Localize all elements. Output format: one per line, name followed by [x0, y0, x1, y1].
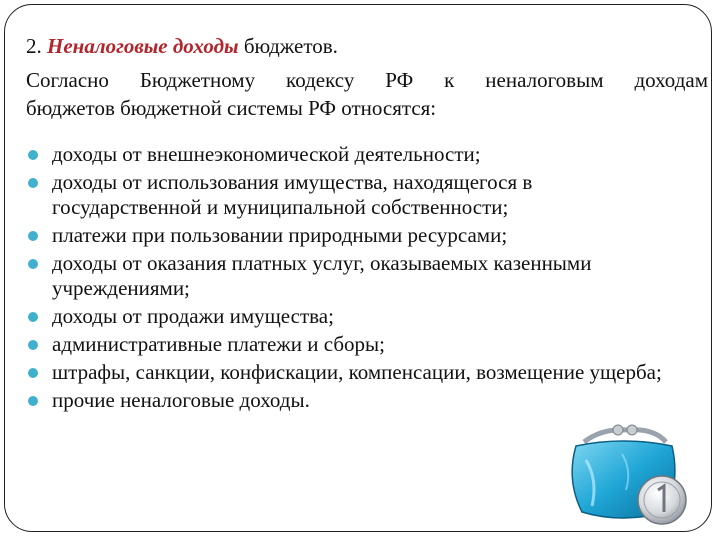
list-item-text: штрафы, санкции, конфискации, компенсации, возмещение ущерба; [52, 360, 662, 384]
list-item [26, 304, 666, 329]
intro-line-1: Согласно Бюджетному кодексу РФ к неналоговым доходам [26, 68, 708, 92]
list-item [26, 251, 666, 301]
bullet-icon [28, 396, 38, 406]
list-item [26, 142, 666, 167]
bullet-icon [28, 178, 38, 188]
list-item [26, 388, 666, 413]
slide-content [26, 32, 708, 416]
list-item [26, 223, 666, 248]
list-item [26, 170, 666, 220]
list-item-text: доходы от использования имущества, находящегося в государственной и муниципальной собственности; [52, 170, 533, 219]
list-item-text: прочие неналоговые доходы. [52, 388, 310, 412]
bullet-icon [28, 259, 38, 269]
purse-illustration [562, 420, 692, 530]
list-item [26, 360, 666, 385]
list-item-text: доходы от внешнеэкономической деятельности; [52, 142, 481, 166]
list-item-text: платежи при пользовании природными ресурсами; [52, 223, 508, 247]
list-item-text: доходы от продажи имущества; [52, 304, 334, 328]
bullet-icon [28, 340, 38, 350]
bullet-icon [28, 368, 38, 378]
bullet-icon [28, 312, 38, 322]
revenue-list [26, 142, 666, 413]
intro-line-2: бюджетов бюджетной системы РФ относятся: [26, 96, 437, 120]
heading-emphasis: Неналоговые доходы [47, 34, 239, 58]
intro-paragraph [26, 66, 708, 122]
purse-with-coin-icon [562, 420, 692, 530]
bullet-icon [28, 231, 38, 241]
slide-heading [26, 32, 708, 60]
list-item-text: доходы от оказания платных услуг, оказываемых казенными учреждениями; [52, 251, 592, 300]
heading-rest: бюджетов. [243, 34, 338, 58]
list-item [26, 332, 666, 357]
bullet-icon [28, 150, 38, 160]
list-item-text: административные платежи и сборы; [52, 332, 385, 356]
heading-number: 2. [26, 34, 42, 58]
